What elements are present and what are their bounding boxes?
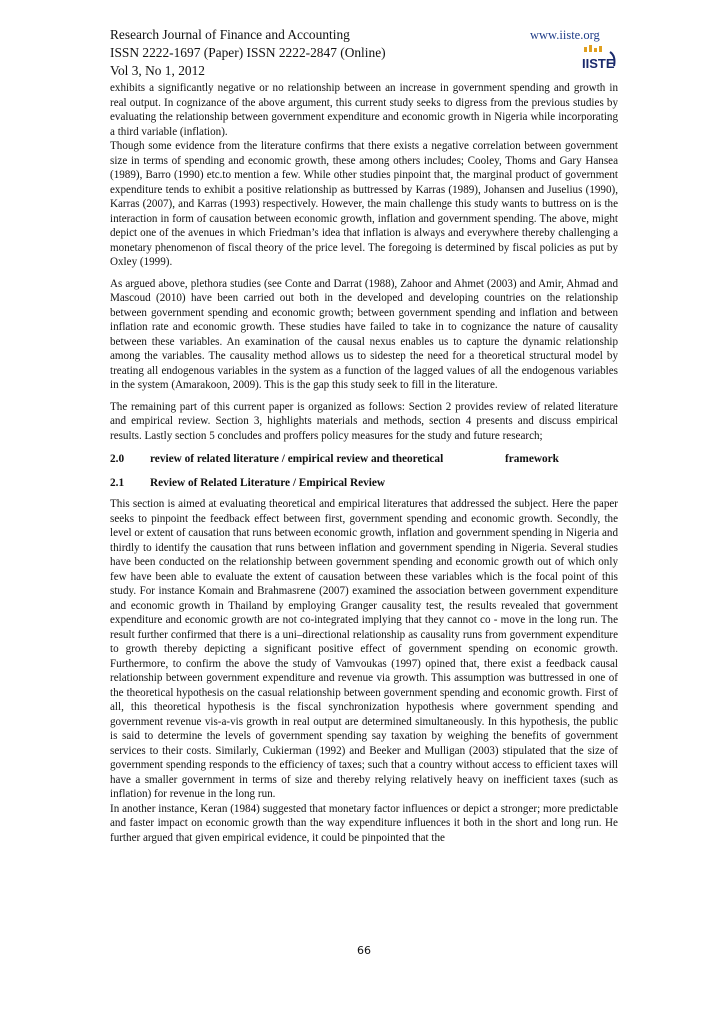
logo-text: IISTE (582, 56, 615, 71)
paragraph-5: This section is aimed at evaluating theoretical and empirical literatures that addressed the subject. Here the paper seeks to pinpoint the feedback effect between first, government spending and economic growth. Secondly, the level or extent of causation that runs between economic growth, inflation and government spending in Nigeria and thirdly to identify the causation that runs between inflation and government spending in Nigeria. Several studies have been conducted on the relationship between government spending and economic growth out of which only few have been able to evaluate the extent of causation between these variables which is the focal point of this study. For instance Komain and Brahmasrene (2007) examined the association between government expenditure and economic growth in Thailand by employing Granger causality test, the results revealed that government expenditure and economic growth are not co-integrated implying that they cannot co - move in the long run. The result further confirmed that there is a uni–directional relationship as causality runs from government expenditure to growth thereby depicting a significant positive effect of government spending on economic growth. Furthermore, to confirm the above the study of Vamvoukas (1997) opined that, there exist a feedback causal relationship between government expenditure and revenue via growth. This assumption was buttressed in one of the theoretical hypothesis on the casual relationship between government spending and economic growth. First of all, this theoretical hypothesis is the fiscal synchronization hypothesis where government spending and government revenue vis-a-vis growth in real output are determined simultaneously. In this hypothesis, the public is said to determine the levels of government spending say taxation by weighing the benefits of government services to their costs. Similarly, Cukierman (1992) and Beeker and Mulligan (2003) stipulated that the size of government spending responds to the efficiency of taxes; such that a country without access to efficient taxes will have a smaller government in terms of size and thereby relying relatively heavy on inefficient taxes (such as inflation) for revenue in the long run. (110, 498, 619, 800)
paragraph-2: Though some evidence from the literature confirms that there exists a negative correlation between government size in terms of spending and economic growth, these among others includes; Cooley, Thoms and Gary Hansea (1989), Barro (1990) etc.to mention a few. While other studies pinpoint that, the marginal product of government expenditure tends to exhibit a positive relationship as buttressed by Karras (1989), Johansen and Juselius (1990), Karras (2007), and Karras (1993) respectively. However, the main challenge this study wants to buttress on is the interaction in form of causation between economic growth, inflation and government spending. The above, might depict one of the avenues in which Friedman’s idea that inflation is always and everywhere thereby challenging a monetary phenomenon of fiscal theory of the price level. The foregoing is determined by fiscal policies as put by Oxley (1999). (110, 140, 618, 268)
journal-title: Research Journal of Finance and Accounting (110, 27, 350, 42)
section-number: 2.0 (110, 453, 125, 465)
section-title-tail: framework (505, 453, 559, 465)
journal-volume: Vol 3, No 1, 2012 (110, 63, 205, 78)
subsection-title: Review of Related Literature / Empirical Review (150, 476, 386, 489)
section-title: review of related literature / empirical review and theoretical (150, 453, 444, 465)
subsection-number: 2.1 (110, 476, 125, 489)
header-journal-row (110, 26, 618, 44)
paragraph-6: In another instance, Keran (1984) suggested that monetary factor influences or depict a stronger; more predictable and faster impact on economic growth than the way expenditure influences it both in the short and long run. He further argued that given empirical evidence, it could be pinpointed that the (110, 802, 618, 844)
section-heading-2-1 (110, 476, 618, 491)
paragraph-3: As argued above, plethora studies (see Conte and Darrat (1988), Zahoor and Ahmet (2003) and Amir, Ahmad and Mascoud (2010) have been carried out both in the developed and developing countries on the relationship between government spending and economic growth; between government spending and inflation and between inflation rate and economic growth. These studies have failed to take in to cognizance the nature of causality between these variables. An examination of the causal nexus enables us to capture the dynamic relationship among the variables. The causality method allows us to sidestep the need for a theoretical structural model by treating all endogenous variables in the system as a function of the lagged values of all the endogenous variables in the system (Amarakoon, 2009). This is the gap this study seek to fill in the literature. (110, 277, 618, 391)
article-body (110, 81, 618, 845)
page-content (110, 26, 618, 845)
paragraph-1: exhibits a significantly negative or no relationship between an increase in government spending and growth in real output. In cognizance of the above argument, this current study seeks to digress from the previous studies by evaluating the relationship between government expenditure and economic growth in Nigeria while incorporating a third variable (inflation). (110, 82, 618, 138)
iiste-logo (580, 44, 620, 74)
journal-url[interactable]: www.iiste.org (530, 28, 600, 42)
section-heading-2-0 (110, 452, 618, 467)
journal-issn: ISSN 2222-1697 (Paper) ISSN 2222-2847 (Online) (110, 45, 386, 60)
page-number: 66 (357, 944, 371, 957)
paragraph-4: The remaining part of this current paper is organized as follows: Section 2 provides review of related literature and empirical review. Section 3, highlights materials and methods, section 4 presents and discuss empirical results. Lastly section 5 concludes and proffers policy measures for the study and future research; (110, 400, 618, 442)
